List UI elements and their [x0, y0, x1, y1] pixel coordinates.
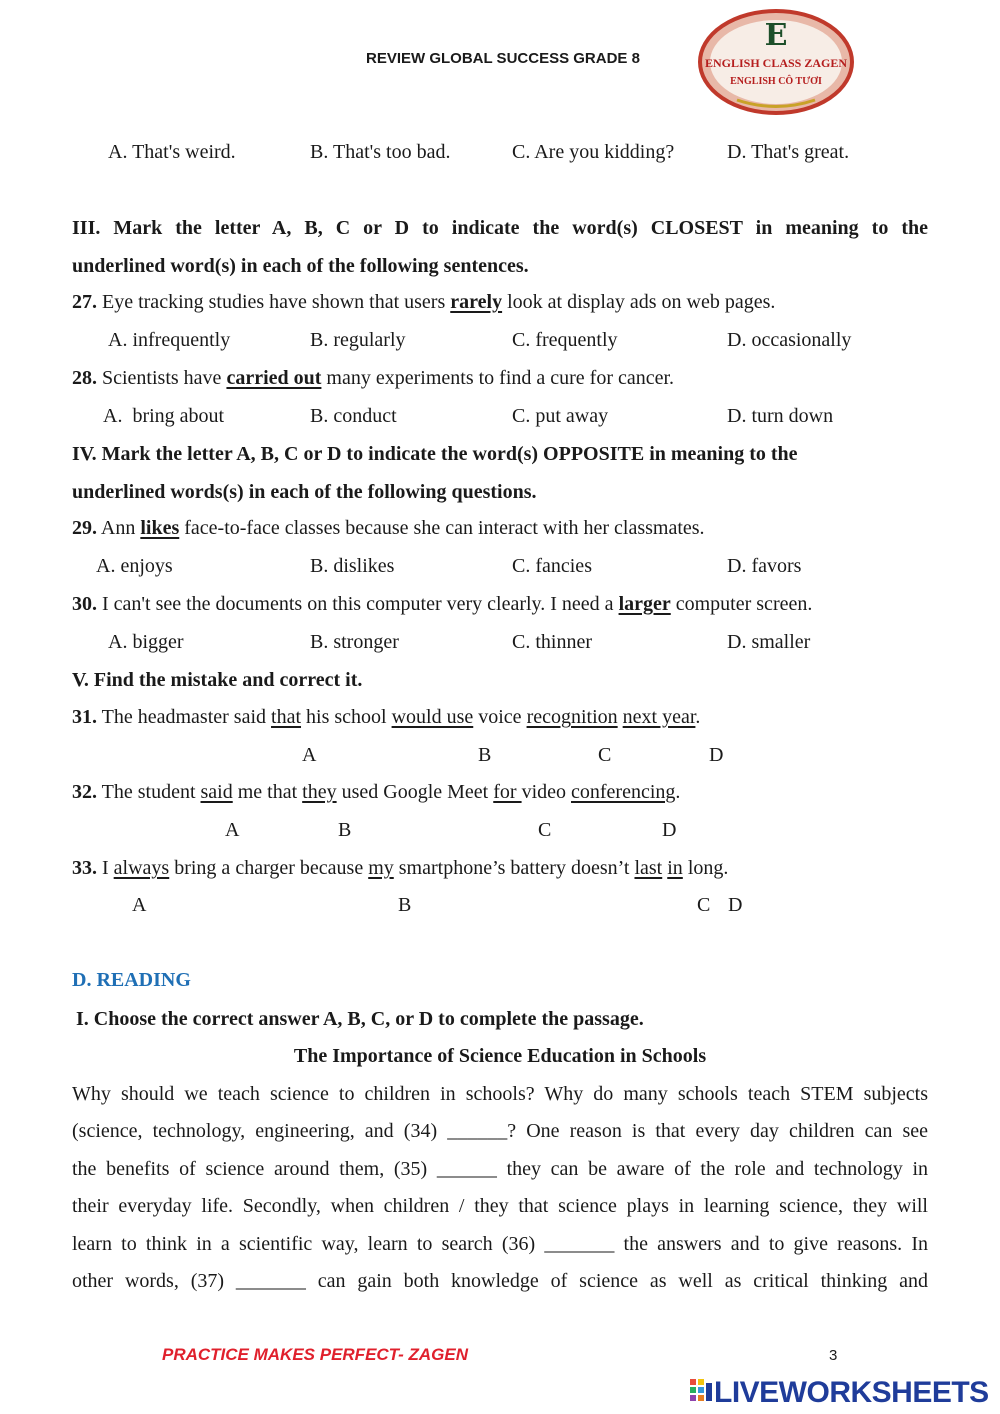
question-31 — [72, 705, 700, 729]
q30-option-b: B. stronger — [310, 631, 399, 653]
underlined-part-b: would use — [391, 706, 474, 728]
q29-option-c: C. fancies — [512, 555, 592, 577]
question-number: 27. — [72, 291, 97, 313]
question-text: me that — [232, 781, 303, 803]
section-3-instruction-line-1: III. Mark the letter A, B, C or D to indicate the word(s) CLOSEST in meaning to the — [72, 217, 928, 239]
question-27 — [72, 290, 775, 314]
underlined-keyword: carried out — [226, 367, 322, 389]
reading-heading: D. READING — [72, 969, 191, 991]
question-text: bring a charger because — [169, 857, 369, 879]
underlined-part-b: they — [302, 781, 337, 803]
question-number: 29. — [72, 517, 97, 539]
q28-option-a: A. bring about — [103, 405, 225, 427]
q33-label-c: C — [697, 894, 711, 916]
q33-label-b: B — [398, 894, 412, 916]
liveworksheets-brand[interactable] — [690, 1376, 990, 1412]
question-text: I can't see the documents on this computer very clearly. I need a — [97, 593, 619, 615]
logo-line-1: ENGLISH CLASS ZAGEN — [704, 56, 848, 70]
q31-label-a: A — [302, 744, 317, 766]
q27-option-d: D. occasionally — [727, 329, 852, 351]
underlined-keyword: rarely — [450, 291, 503, 313]
q29-option-d: D. favors — [727, 555, 802, 577]
q27-option-b: B. regularly — [310, 329, 406, 351]
q31-label-d: D — [709, 744, 724, 766]
passage-line-1: Why should we teach science to children in schools? Why do many schools teach STEM subjects — [72, 1083, 928, 1105]
passage-line-3: the benefits of science around them, (35) ______ they can be aware of the role and technology in — [72, 1158, 928, 1180]
underlined-part-c: for — [493, 781, 522, 803]
q31-label-b: B — [478, 744, 492, 766]
q29-option-a: A. enjoys — [96, 555, 173, 577]
underlined-part-a: always — [113, 857, 170, 879]
section-4-instruction-line-1: IV. Mark the letter A, B, C or D to indicate the word(s) OPPOSITE in meaning to the — [72, 443, 798, 465]
question-text: . — [675, 781, 681, 803]
page-number: 3 — [829, 1347, 838, 1364]
question-text: Eye tracking studies have shown that users — [97, 291, 451, 313]
underlined-part-d: conferencing — [571, 781, 676, 803]
q30-option-c: C. thinner — [512, 631, 592, 653]
question-text: Scientists have — [97, 367, 227, 389]
underlined-part-d: in — [667, 857, 683, 879]
q27-option-a: A. infrequently — [108, 329, 231, 351]
section-4-instruction-line-2: underlined words(s) in each of the following questions. — [72, 481, 537, 503]
question-text: face-to-face classes because she can interact with her classmates. — [179, 517, 705, 539]
question-text: video — [521, 781, 572, 803]
question-30 — [72, 592, 812, 616]
page-header-title: REVIEW GLOBAL SUCCESS GRADE 8 — [366, 50, 640, 67]
question-33 — [72, 856, 728, 880]
q26-option-b: B. That's too bad. — [310, 141, 451, 163]
question-text: look at display ads on web pages. — [502, 291, 776, 313]
underlined-part-b: my — [368, 857, 394, 879]
question-text: smartphone’s battery doesn’t — [393, 857, 635, 879]
liveworksheets-logo-icon — [690, 1379, 714, 1407]
underlined-part-c: recognition — [526, 706, 618, 728]
q33-label-d: D — [728, 894, 743, 916]
question-text: many experiments to find a cure for cancer. — [321, 367, 675, 389]
question-32 — [72, 780, 680, 804]
reading-instruction: I. Choose the correct answer A, B, C, or D to complete the passage. — [76, 1008, 644, 1030]
q30-option-d: D. smaller — [727, 631, 811, 653]
question-text: I — [97, 857, 114, 879]
logo-badge — [697, 8, 855, 116]
underlined-keyword: larger — [618, 593, 671, 615]
question-text: long. — [682, 857, 729, 879]
q32-label-d: D — [662, 819, 677, 841]
question-text: . — [695, 706, 701, 728]
question-number: 33. — [72, 857, 97, 879]
passage-line-5: learn to think in a scientific way, learn to search (36) _______ the answers and to give reasons. In — [72, 1233, 928, 1255]
question-text: The headmaster said — [97, 706, 272, 728]
q32-label-c: C — [538, 819, 552, 841]
question-29 — [72, 516, 705, 540]
passage-line-6: other words, (37) _______ can gain both knowledge of science as well as critical thinking and — [72, 1270, 928, 1292]
question-number: 32. — [72, 781, 97, 803]
logo-letter: E — [764, 18, 788, 53]
passage-title: The Importance of Science Education in Schools — [293, 1045, 707, 1067]
footer-slogan: PRACTICE MAKES PERFECT- ZAGEN — [162, 1345, 469, 1364]
question-text: computer screen. — [670, 593, 813, 615]
underlined-part-a: that — [271, 706, 302, 728]
q26-option-a: A. That's weird. — [108, 141, 236, 163]
underlined-part-a: said — [200, 781, 233, 803]
q26-option-d: D. That's great. — [727, 141, 850, 163]
q26-option-c: C. Are you kidding? — [512, 141, 675, 163]
q31-label-c: C — [598, 744, 612, 766]
question-number: 30. — [72, 593, 97, 615]
underlined-part-d: next year — [622, 706, 696, 728]
q32-label-a: A — [225, 819, 240, 841]
question-number: 28. — [72, 367, 97, 389]
question-text: his school — [301, 706, 392, 728]
section-5-title: V. Find the mistake and correct it. — [72, 669, 363, 691]
question-number: 31. — [72, 706, 97, 728]
question-text: voice — [473, 706, 527, 728]
liveworksheets-wordmark: LIVEWORKSHEETS — [714, 1376, 989, 1409]
q29-option-b: B. dislikes — [310, 555, 395, 577]
q28-option-d: D. turn down — [727, 405, 834, 427]
passage-line-4: their everyday life. Secondly, when children / they that science plays in learning science, they will — [72, 1195, 928, 1217]
passage-line-2: (science, technology, engineering, and (34) ______? One reason is that every day children can see — [72, 1120, 928, 1142]
q32-label-b: B — [338, 819, 352, 841]
question-28 — [72, 366, 674, 390]
q30-option-a: A. bigger — [108, 631, 184, 653]
underlined-keyword: likes — [140, 517, 180, 539]
q33-label-a: A — [132, 894, 147, 916]
q28-option-b: B. conduct — [310, 405, 397, 427]
question-text: Ann — [97, 517, 141, 539]
underlined-part-c: last — [634, 857, 663, 879]
section-3-instruction-line-2: underlined word(s) in each of the following sentences. — [72, 255, 529, 277]
q28-option-c: C. put away — [512, 405, 609, 427]
logo-line-2: ENGLISH CÔ TƯƠI — [730, 76, 822, 87]
question-text: The student — [97, 781, 201, 803]
question-text: used Google Meet — [336, 781, 494, 803]
q27-option-c: C. frequently — [512, 329, 618, 351]
